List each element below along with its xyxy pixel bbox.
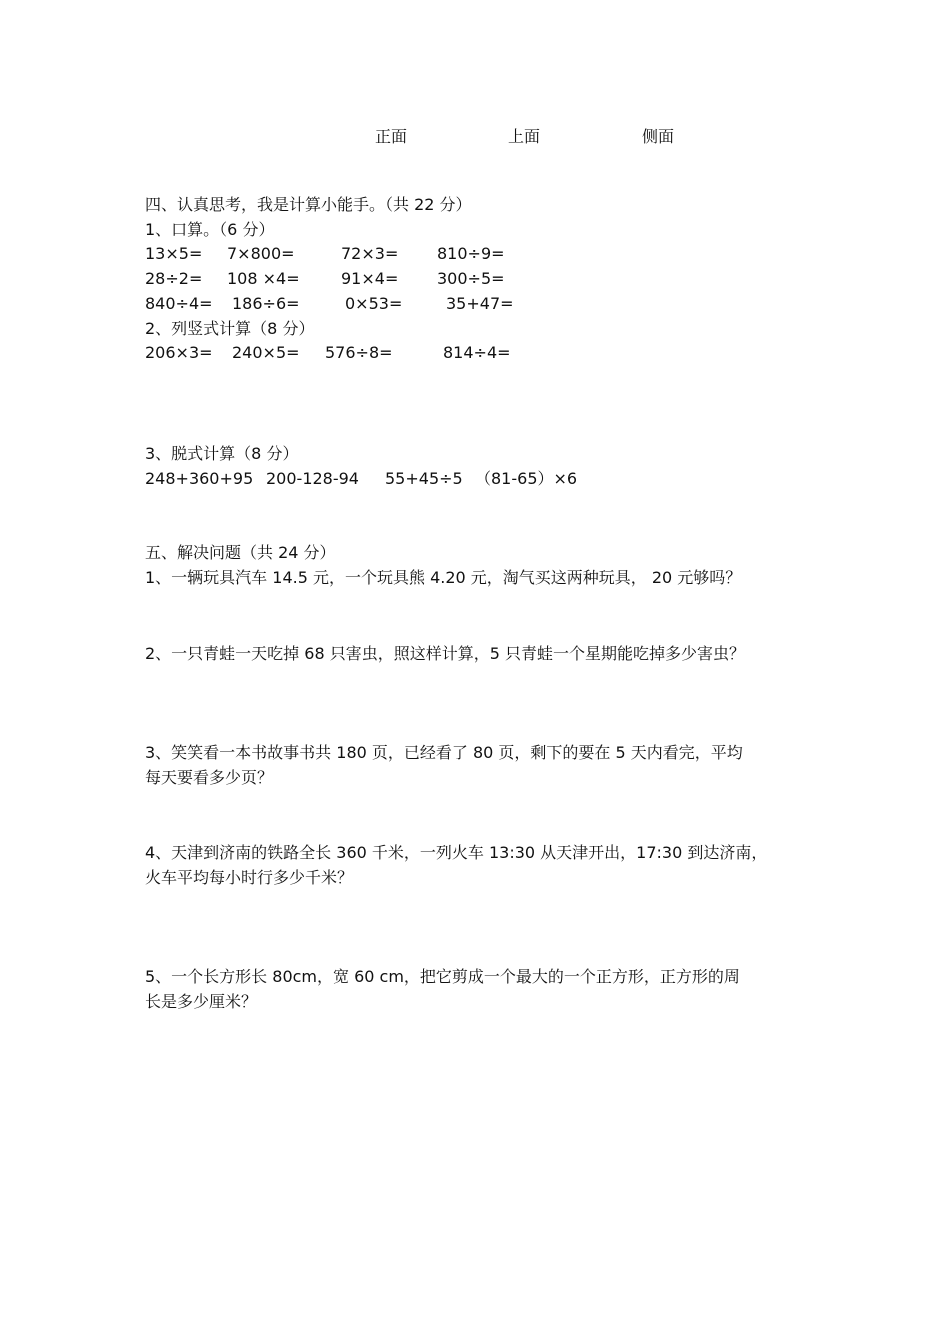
question-5-line2: 长是多少厘米？ <box>145 992 258 1011</box>
stepwise-calc-item: （81-65）×6 <box>475 469 578 488</box>
mental-math-item: 186÷6= <box>232 294 300 313</box>
mental-math-row <box>145 268 845 290</box>
stepwise-calc-item: 248+360+95 <box>145 469 254 488</box>
vertical-calc-row <box>145 342 845 364</box>
mental-math-item: 300÷5= <box>437 269 505 288</box>
view-label-top: 上面 <box>508 127 541 146</box>
mental-math-item: 7×800= <box>227 244 295 263</box>
mental-math-row <box>145 293 845 315</box>
mental-math-row <box>145 243 845 265</box>
vertical-calc-item: 206×3= <box>145 343 213 362</box>
stepwise-calc-item: 55+45÷5 <box>385 469 463 488</box>
question-1: 1、一辆玩具汽车 14.5 元，一个玩具熊 4.20 元，淘气买这两种玩具， 20 元够吗？ <box>145 568 742 587</box>
mental-math-item: 72×3= <box>341 244 399 263</box>
vertical-calc-item: 576÷8= <box>325 343 393 362</box>
mental-math-item: 35+47= <box>446 294 514 313</box>
vertical-calc-item: 240×5= <box>232 343 300 362</box>
stepwise-calc-row <box>145 468 845 490</box>
part1-title: 1、口算。（6 分） <box>145 220 275 239</box>
section4-heading: 四、认真思考，我是计算小能手。（共 22 分） <box>145 195 472 214</box>
question-2: 2、一只青蛙一天吃掉 68 只害虫，照这样计算，5 只青蛙一个星期能吃掉多少害虫？ <box>145 644 745 663</box>
question-4-line1: 4、天津到济南的铁路全长 360 千米，一列火车 13:30 从天津开出，17:30 到达济南， <box>145 843 768 862</box>
mental-math-item: 810÷9= <box>437 244 505 263</box>
part2-title: 2、列竖式计算（8 分） <box>145 319 315 338</box>
stepwise-calc-item: 200-128-94 <box>266 469 359 488</box>
question-4-line2: 火车平均每小时行多少千米？ <box>145 868 354 887</box>
question-5-line1: 5、一个长方形长 80cm，宽 60 cm，把它剪成一个最大的一个正方形，正方形的周 <box>145 967 740 986</box>
vertical-calc-item: 814÷4= <box>443 343 511 362</box>
mental-math-item: 28÷2= <box>145 269 203 288</box>
question-3-line2: 每天要看多少页？ <box>145 768 274 787</box>
question-3-line1: 3、笑笑看一本书故事书共 180 页，已经看了 80 页，剩下的要在 5 天内看完，平均 <box>145 743 743 762</box>
mental-math-item: 0×53= <box>345 294 403 313</box>
part3-title: 3、脱式计算（8 分） <box>145 444 299 463</box>
mental-math-item: 108 ×4= <box>227 269 300 288</box>
view-label-front: 正面 <box>375 127 408 146</box>
mental-math-item: 13×5= <box>145 244 203 263</box>
mental-math-item: 840÷4= <box>145 294 213 313</box>
section5-heading: 五、解决问题（共 24 分） <box>145 543 336 562</box>
view-label-side: 侧面 <box>642 127 675 146</box>
mental-math-item: 91×4= <box>341 269 399 288</box>
